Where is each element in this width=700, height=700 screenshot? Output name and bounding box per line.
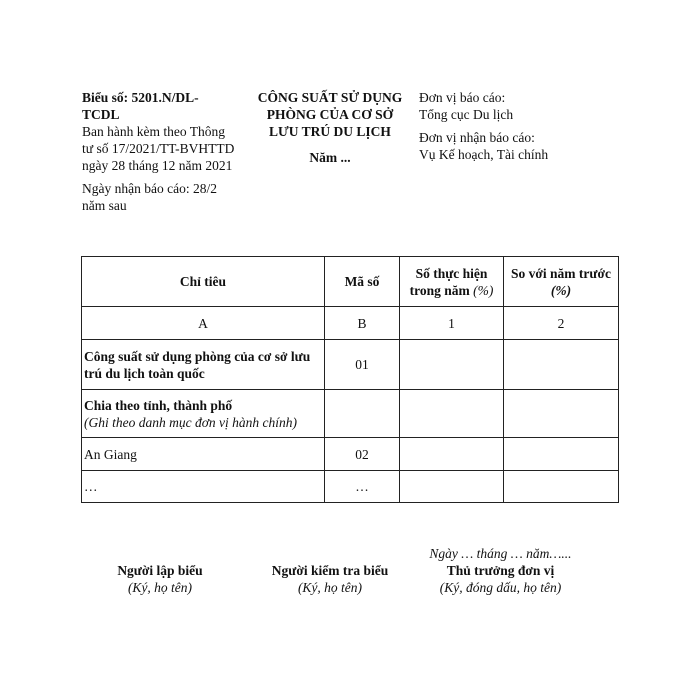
row-code: 02 (325, 438, 400, 471)
row-actual-cell (400, 390, 504, 438)
sign-date-line: Ngày … tháng … năm…... (429, 546, 572, 561)
row-compare-cell (504, 390, 619, 438)
head-note: (Ký, đóng dấu, họ tên) (439, 580, 562, 595)
col-compare-header-line1: So với năm trước (511, 265, 611, 281)
units-block (419, 89, 619, 163)
row-label-line1: Chia theo tỉnh, thành phố (84, 397, 233, 413)
head-title: Thủ trưởng đơn vị (446, 563, 555, 578)
sub-2: 2 (504, 307, 619, 340)
sub-b: B (325, 307, 400, 340)
row-actual-cell (400, 438, 504, 471)
table-header-row (82, 257, 619, 307)
received-date-text-2: năm sau (82, 198, 127, 213)
issued-by-text: Ban hành kèm theo Thông (82, 124, 225, 139)
preparer-note: (Ký, họ tên) (127, 580, 193, 595)
reporting-unit: Tổng cục Du lịch (419, 107, 514, 122)
form-info-block (82, 89, 247, 214)
preparer-title: Người lập biểu (117, 563, 203, 578)
row-label: An Giang (82, 438, 325, 471)
table-row (82, 340, 619, 390)
col-compare-unit: (%) (550, 282, 572, 298)
col-indicator-header: Chỉ tiêu (82, 257, 325, 307)
row-label (82, 390, 325, 438)
report-year: Năm ... (309, 150, 351, 165)
issued-by-text-2: tư số 17/2021/TT-BVHTTD (82, 141, 235, 156)
receiving-unit-label: Đơn vị nhận báo cáo: (419, 130, 535, 145)
row-actual-cell (400, 340, 504, 390)
report-table (81, 256, 619, 503)
sub-1: 1 (400, 307, 504, 340)
issued-date-text: ngày 28 tháng 12 năm 2021 (82, 158, 233, 173)
row-compare-cell (504, 340, 619, 390)
row-compare-cell (504, 438, 619, 471)
col-actual-header-line1: Số thực hiện (415, 265, 488, 281)
col-compare-header (504, 257, 619, 307)
form-code-cont: TCDL (82, 107, 120, 122)
table-subheader-row (82, 307, 619, 340)
row-label-line1: Công suất sử dụng phòng của cơ sở lưu (84, 348, 311, 364)
row-code: 01 (325, 340, 400, 390)
table-row (82, 471, 619, 503)
form-code: Biểu số: 5201.N/DL- (82, 90, 199, 105)
row-compare-cell (504, 471, 619, 503)
head-signature (418, 545, 583, 596)
report-title-3: LƯU TRÚ DU LỊCH (269, 124, 391, 139)
col-actual-header-line2: trong năm (409, 282, 474, 298)
report-title: CÔNG SUẤT SỬ DỤNG (257, 90, 403, 105)
row-label-line2: trú du lịch toàn quốc (84, 365, 205, 381)
row-code: … (325, 471, 400, 503)
checker-title: Người kiểm tra biểu (271, 563, 389, 578)
sub-a: A (82, 307, 325, 340)
col-actual-header (400, 257, 504, 307)
col-code-header: Mã số (325, 257, 400, 307)
table-row (82, 390, 619, 438)
checker-signature (255, 562, 405, 596)
report-title-2: PHÒNG CỦA CƠ SỞ (266, 107, 394, 122)
reporting-unit-label: Đơn vị báo cáo: (419, 90, 506, 105)
report-title-block (250, 89, 410, 166)
row-label-line2: (Ghi theo danh mục đơn vị hành chính) (84, 414, 298, 430)
receiving-unit: Vụ Kế hoạch, Tài chính (419, 147, 549, 162)
row-actual-cell (400, 471, 504, 503)
row-label (82, 340, 325, 390)
table-row (82, 438, 619, 471)
row-label: … (82, 471, 325, 503)
received-date-text: Ngày nhận báo cáo: 28/2 (82, 181, 217, 196)
checker-note: (Ký, họ tên) (297, 580, 363, 595)
preparer-signature (100, 562, 220, 596)
row-code (325, 390, 400, 438)
col-actual-unit: (%) (473, 282, 494, 298)
